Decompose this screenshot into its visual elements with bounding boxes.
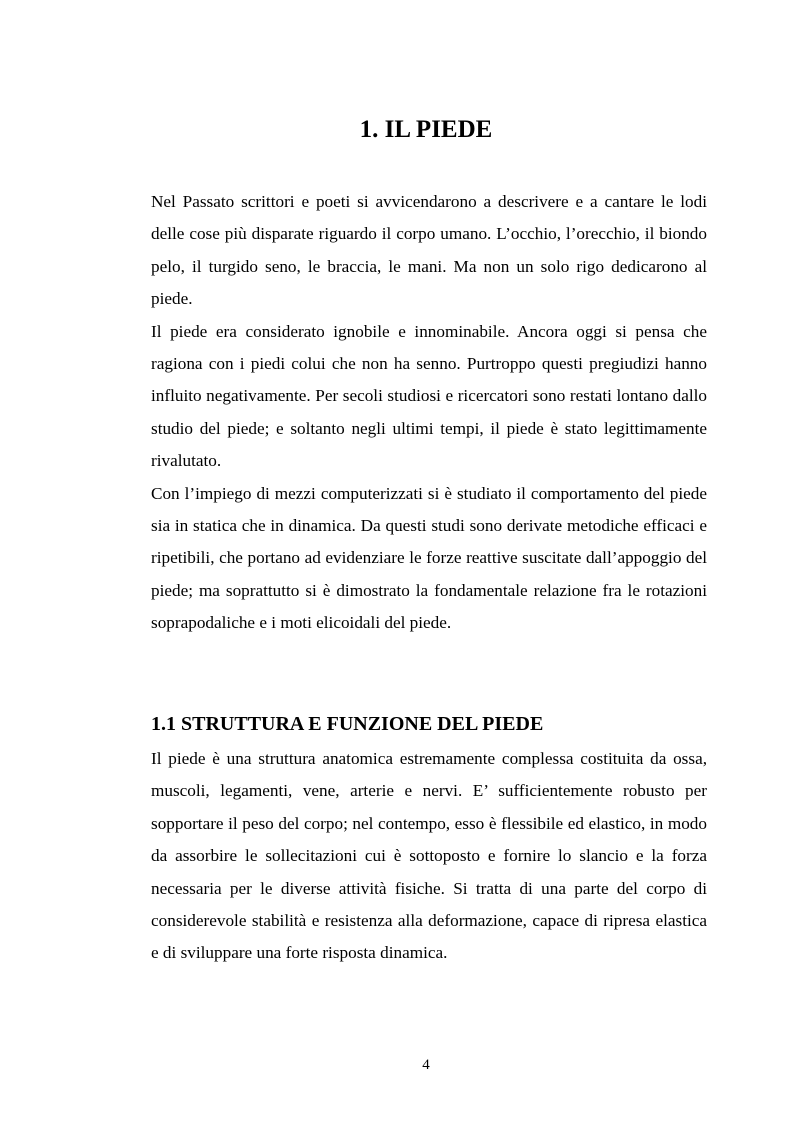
paragraph: Il piede è una struttura anatomica estremamente complessa costituita da ossa, muscoli, legamenti, vene, arterie e nervi. E’ sufficientemente robusto per sopportare il peso del corpo; nel contempo, esso è flessibile ed elastico, in modo da assorbire le sollecitazioni cui è sottoposto e fornire lo slancio e la forza necessaria per le diverse attività fisiche. Si tratta di una parte del corpo di considerevole stabilità e resistenza alla deformazione, capace di ripresa elastica e di sviluppare una forte risposta dinamica. [151,749,707,963]
section-heading: 1.1 STRUTTURA E FUNZIONE DEL PIEDE [151,713,544,735]
section-text [151,743,707,970]
paragraph: Con l’impiego di mezzi computerizzati si è studiato il comportamento del piede sia in statica che in dinamica. Da questi studi sono derivate metodiche efficaci e ripetibili, che portano ad evidenziare le forze reattive suscitate dall’appoggio del piede; ma soprattutto si è dimostrato la fondamentale relazione fra le rotazioni soprapodaliche e i moti elicoidali del piede. [151,483,707,633]
intro-text [151,186,707,640]
page-number: 4 [422,1057,430,1073]
paragraph: Nel Passato scrittori e poeti si avvicendarono a descrivere e a cantare le lodi delle cose più disparate riguardo il corpo umano. L’occhio, l’orecchio, il biondo pelo, il turgido seno, le braccia, le mani. Ma non un solo rigo dedicarono al piede. [151,192,707,309]
chapter-title: 1. IL PIEDE [359,116,493,143]
paragraph: Il piede era considerato ignobile e innominabile. Ancora oggi si pensa che ragiona con i piedi colui che non ha senno. Purtroppo questi pregiudizi hanno influito negativamente. Per secoli studiosi e ricercatori sono restati lontano dallo studio del piede; e soltanto negli ultimi tempi, il piede è stato legittimamente rivalutato. [151,321,707,471]
